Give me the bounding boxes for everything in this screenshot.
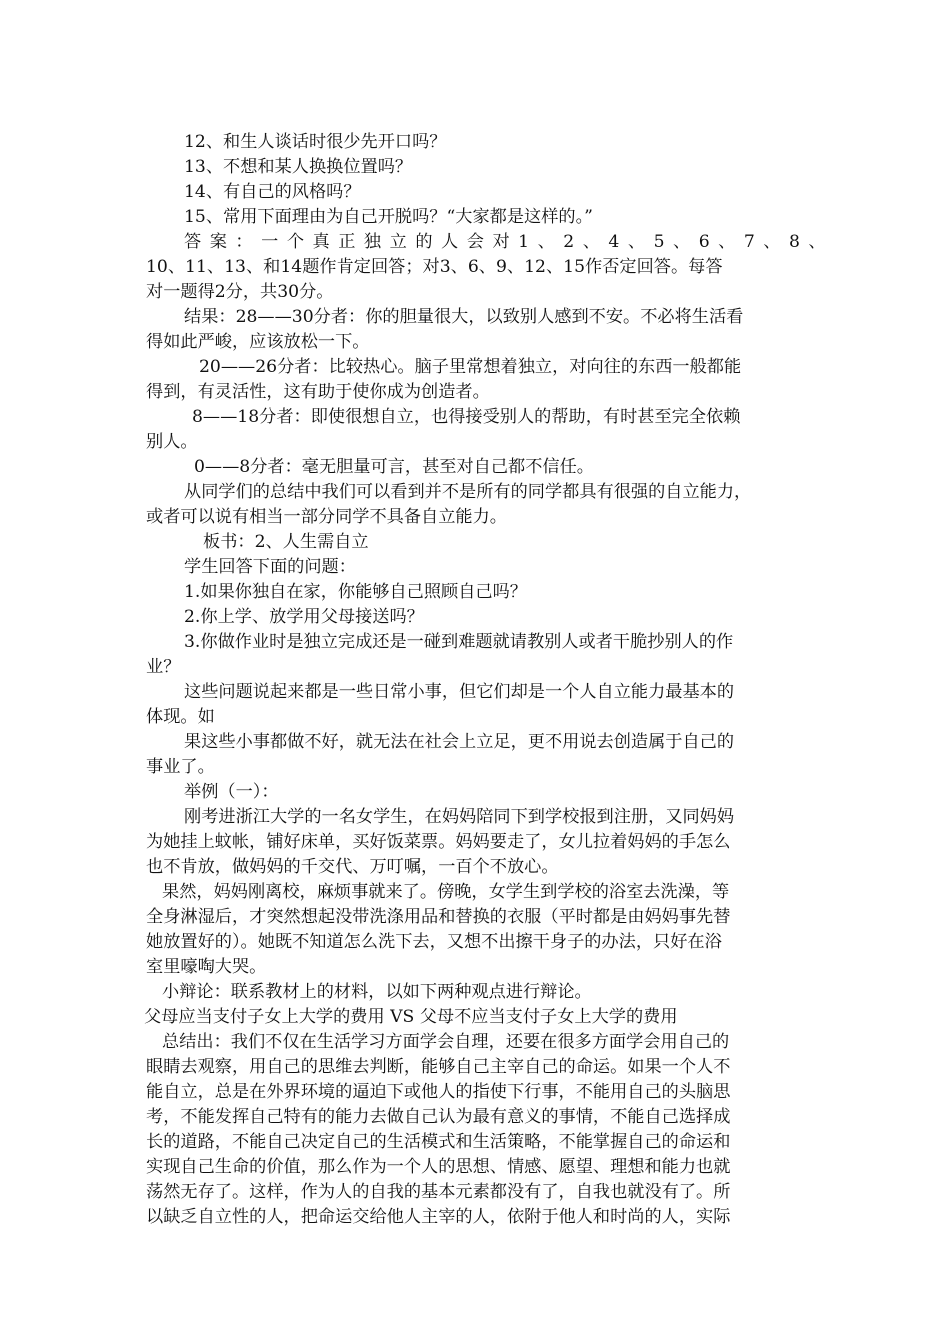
result-line-4: 得到，有灵活性，这有助于使你成为创造者。 xyxy=(146,382,490,402)
example-line: 也不肯放，做妈妈的千交代、万叮嘱，一百个不放心。 xyxy=(146,857,559,877)
student-question-3: 3.你做作业时是独立完成还是一碰到难题就请教别人或者干脆抄别人的作 xyxy=(184,632,734,652)
board-heading: 板书：2、人生需自立 xyxy=(203,532,369,552)
answer-line-3: 对一题得2分，共30分。 xyxy=(146,282,334,302)
summary-line-1: 从同学们的总结中我们可以看到并不是所有的同学都具有很强的自立能力， xyxy=(184,482,752,502)
student-question-2: 2.你上学、放学用父母接送吗？ xyxy=(184,607,424,627)
conclusion-line: 眼睛去观察，用自己的思维去判断，能够自己主宰自己的命运。如果一个人不 xyxy=(146,1057,731,1077)
student-question-3-cont: 业？ xyxy=(146,657,181,677)
student-question-1: 1.如果你独自在家，你能够自己照顾自己吗？ xyxy=(184,582,527,602)
example-line: 果然，妈妈刚离校，麻烦事就来了。傍晚，女学生到学校的浴室去洗澡，等 xyxy=(162,882,730,902)
example-heading: 举例（一）： xyxy=(184,782,279,802)
question-14: 14、有自己的风格吗？ xyxy=(184,182,361,202)
debate-topic: 父母应当支付子女上大学的费用 VS 父母不应当支付子女上大学的费用 xyxy=(144,1007,678,1027)
result-line-2: 得如此严峻，应该放松一下。 xyxy=(146,332,370,352)
paragraph-line: 事业了。 xyxy=(146,757,215,777)
conclusion-line: 总结出：我们不仅在生活学习方面学会自理，还要在很多方面学会用自己的 xyxy=(162,1032,730,1052)
conclusion-line: 考，不能发挥自己特有的能力去做自己认为最有意义的事情，不能自己选择成 xyxy=(146,1107,731,1127)
paragraph-line: 体现。如 xyxy=(146,707,215,727)
answer-line-2: 10、11、13、和14题作肯定回答；对3、6、9、12、15作否定回答。每答 xyxy=(146,257,723,277)
result-line-1: 结果：28——30分者：你的胆量很大，以致别人感到不安。不必将生活看 xyxy=(184,307,744,327)
example-line: 全身淋湿后，才突然想起没带洗涤用品和替换的衣服（平时都是由妈妈事先替 xyxy=(146,907,731,927)
questions-intro: 学生回答下面的问题： xyxy=(184,557,356,577)
answer-line-1: 答 案 ： 一 个 真 正 独 立 的 人 会 对 1 、 2 、 4 、 5 、 6 、 7 、 8 、 xyxy=(184,232,826,252)
paragraph-line: 这些问题说起来都是一些日常小事，但它们却是一个人自立能力最基本的 xyxy=(184,682,735,702)
paragraph-line: 果这些小事都做不好，就无法在社会上立足，更不用说去创造属于自己的 xyxy=(184,732,735,752)
question-12: 12、和生人谈话时很少先开口吗？ xyxy=(184,132,447,152)
conclusion-line: 实现自己生命的价值，那么作为一个人的思想、情感、愿望、理想和能力也就 xyxy=(146,1157,731,1177)
conclusion-line: 长的道路，不能自己决定自己的生活模式和生活策略，不能掌握自己的命运和 xyxy=(146,1132,731,1152)
example-line: 她放置好的）。她既不知道怎么洗下去，又想不出擦干身子的办法，只好在浴 xyxy=(146,932,722,952)
example-line: 为她挂上蚊帐，铺好床单，买好饭菜票。妈妈要走了，女儿拉着妈妈的手怎么 xyxy=(146,832,731,852)
example-line: 室里嚎啕大哭。 xyxy=(146,957,267,977)
question-13: 13、不想和某人换换位置吗？ xyxy=(184,157,413,177)
result-line-3: 20——26分者：比较热心。脑子里常想着独立，对向往的东西一般都能 xyxy=(199,357,742,377)
conclusion-line: 能自立，总是在外界环境的逼迫下或他人的指使下行事，不能用自己的头脑思 xyxy=(146,1082,731,1102)
conclusion-line: 荡然无存了。这样，作为人的自我的基本元素都没有了，自我也就没有了。所 xyxy=(146,1182,731,1202)
example-line: 刚考进浙江大学的一名女学生，在妈妈陪同下到学校报到注册，又同妈妈 xyxy=(184,807,735,827)
conclusion-line: 以缺乏自立性的人，把命运交给他人主宰的人，依附于他人和时尚的人，实际 xyxy=(146,1207,731,1227)
result-line-5: 8——18分者：即使很想自立，也得接受别人的帮助，有时甚至完全依赖 xyxy=(192,407,741,427)
result-line-6: 别人。 xyxy=(146,432,198,452)
question-15: 15、常用下面理由为自己开脱吗？“大家都是这样的。” xyxy=(184,207,593,227)
debate-intro: 小辩论：联系教材上的材料，以如下两种观点进行辩论。 xyxy=(162,982,592,1002)
summary-line-2: 或者可以说有相当一部分同学不具备自立能力。 xyxy=(146,507,507,527)
result-line-7: 0——8分者：毫无胆量可言，甚至对自己都不信任。 xyxy=(194,457,594,477)
